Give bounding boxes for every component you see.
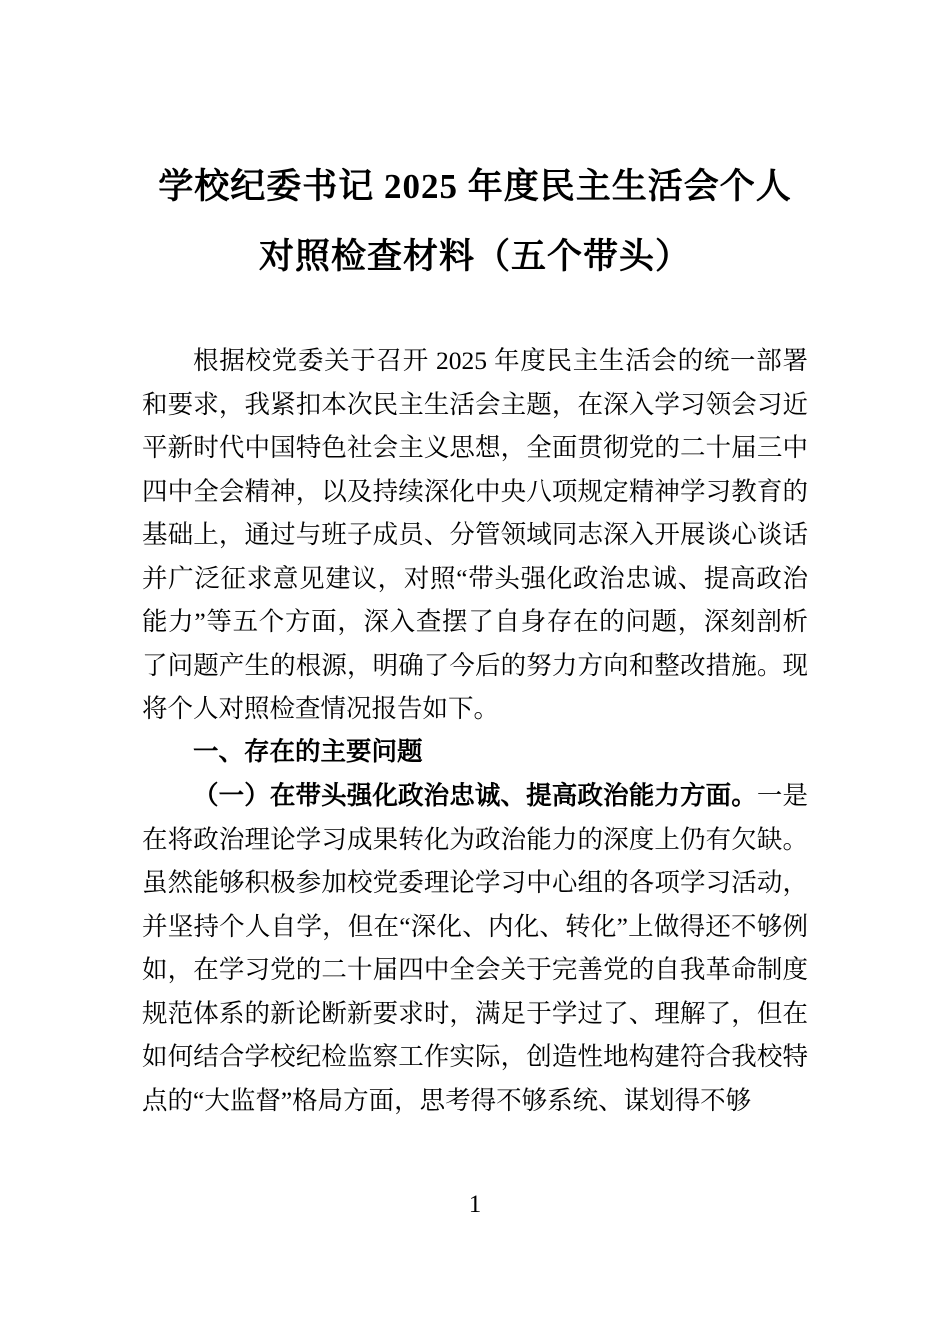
item-1-paragraph [142, 774, 808, 1122]
document-title: 学校纪委书记 2025 年度民主生活会个人对照检查材料（五个带头） [158, 167, 792, 276]
section-1-heading: 一、存在的主要问题 [193, 737, 423, 766]
item-1-text: 一是在将政治理论学习成果转化为政治能力的深度上仍有欠缺。虽然能够积极参加校党委理论学习中心组的各项学习活动，并坚持个人自学，但在“深化、内化、转化”上做得还不够例如，在学习党的二十届四中全会关于完善党的自我革命制度规范体系的新论断新要求时，满足于学过了、理解了，但在如何结合学校纪检监察工作实际，创造性地构建符合我校特点的“大监督”格局方面，思考得不够系统、谋划得不够 [142, 781, 808, 1115]
item-1-lead: （一）在带头强化政治忠诚、提高政治能力方面。 [193, 781, 757, 810]
document-content [142, 0, 808, 1122]
page-number: 1 [468, 1191, 482, 1218]
intro-paragraph: 根据校党委关于召开 2025 年度民主生活会的统一部署和要求，我紧扣本次民主生活会主题，在深入学习领会习近平新时代中国特色社会主义思想，全面贯彻党的二十届三中四中全会精神，以及持续深化中央八项规定精神学习教育的基础上，通过与班子成员、分管领域同志深入开展谈心谈话并广泛征求意见建议，对照“带头强化政治忠诚、提高政治能力”等五个方面，深入查摆了自身存在的问题，深刻剖析了问题产生的根源，明确了今后的努力方向和整改措施。现将个人对照检查情况报告如下。 [142, 346, 808, 723]
